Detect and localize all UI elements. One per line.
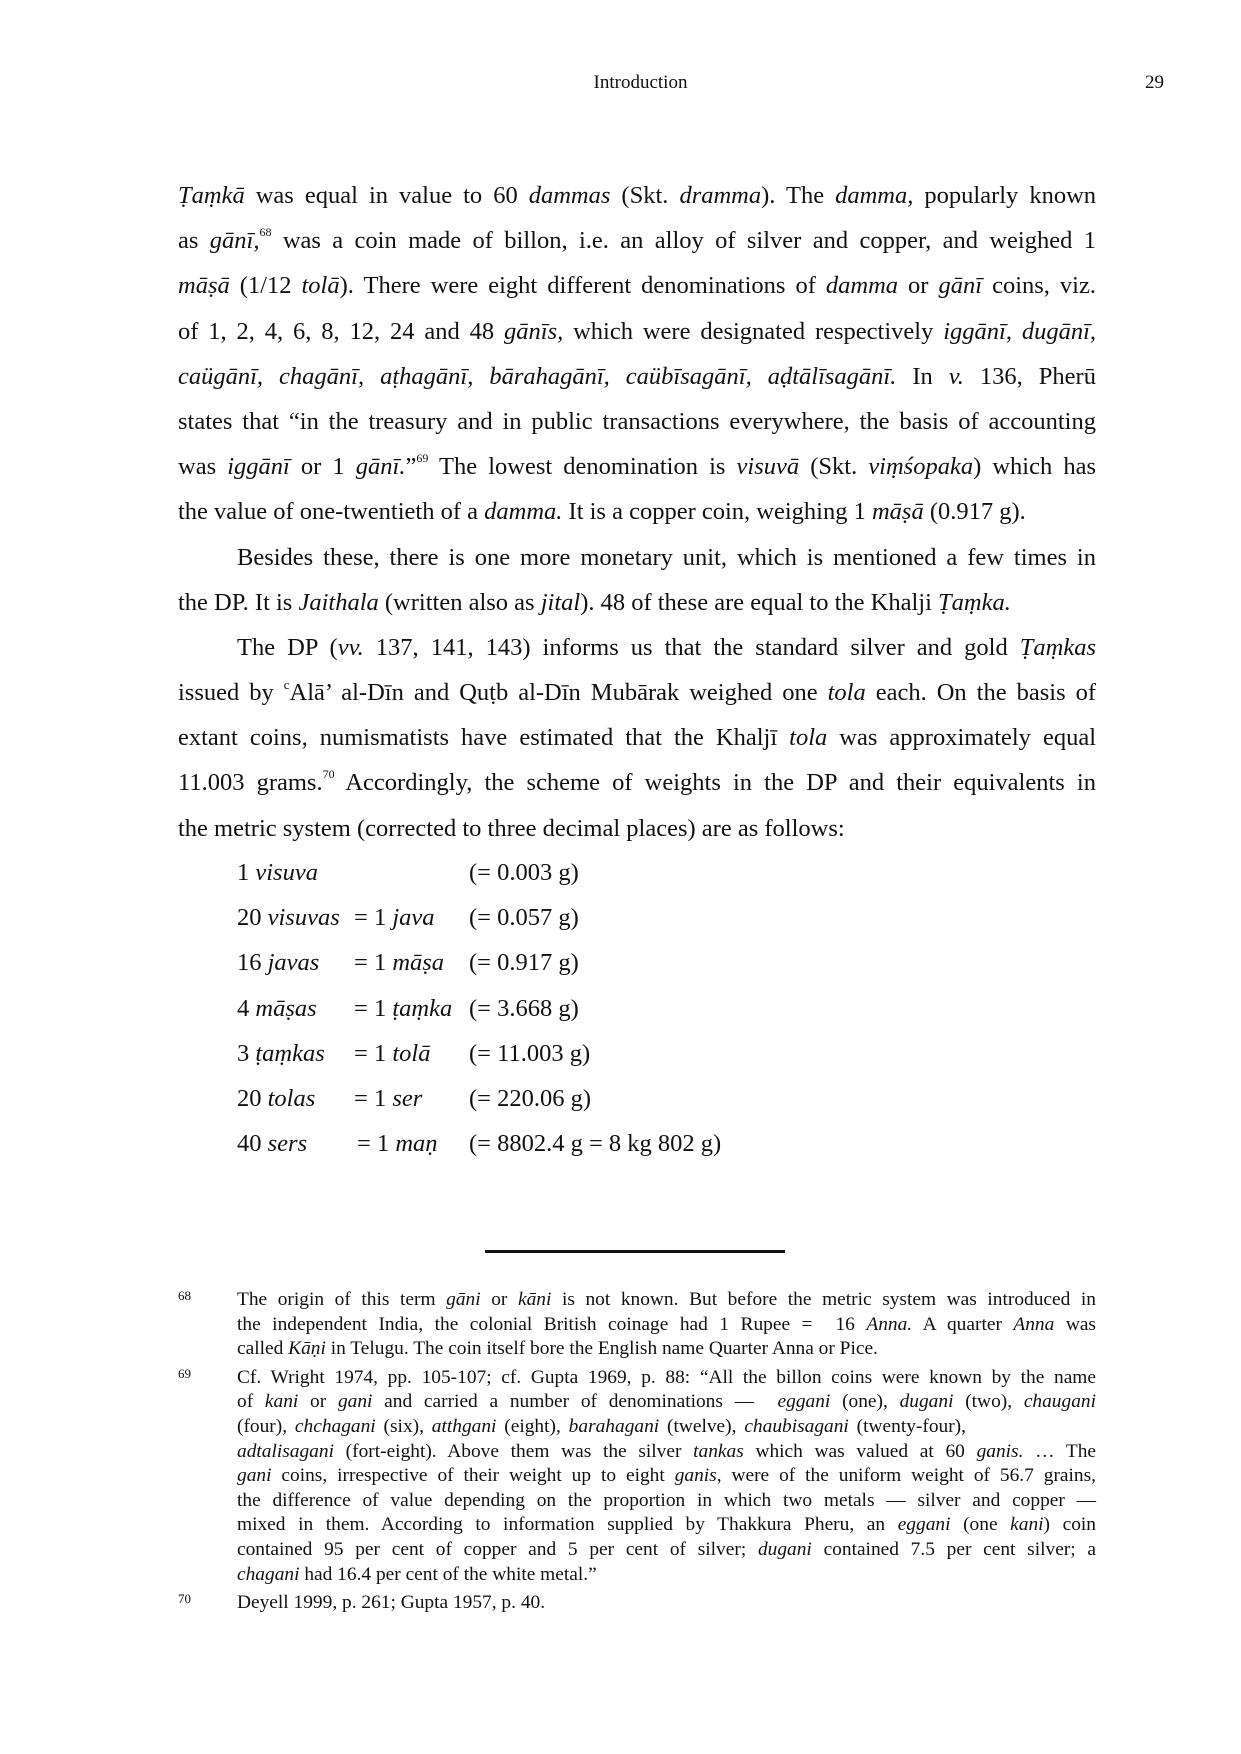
- term-list: caügānī, chagānī, aṭhagānī, bārahagānī, caübīsagānī, aḍtālīsagānī.: [178, 362, 897, 390]
- text: mixed in them. According to information supplied by Thakkura Pheru, an: [237, 1514, 898, 1536]
- footnote-line: [237, 1563, 1096, 1588]
- weights-row: [237, 1121, 721, 1166]
- term: vv.: [337, 633, 364, 661]
- text: (four),: [237, 1415, 295, 1437]
- term: dammas: [528, 182, 611, 209]
- footnote-ref[interactable]: 70: [322, 767, 335, 782]
- footnote-line: [237, 1513, 1096, 1538]
- footnote-line: [237, 1440, 1096, 1465]
- text: called: [237, 1338, 289, 1360]
- weights-row: [237, 850, 721, 895]
- text: (fort-eight). Above them was the silver: [333, 1440, 694, 1462]
- term: viṃśopaka: [868, 453, 974, 481]
- text: the metric system (corrected to three decimal places) are as follows:: [178, 814, 845, 842]
- term: kani: [1010, 1514, 1044, 1536]
- text: 136, Pherū: [963, 362, 1096, 390]
- term: tola: [827, 679, 866, 707]
- text: the value of one-twentieth of a: [178, 498, 485, 526]
- text: which was valued at 60: [743, 1440, 977, 1462]
- unit: ṭaṃkas: [255, 1039, 325, 1067]
- body-line: [178, 625, 1096, 670]
- eq: = 1: [354, 1084, 387, 1112]
- qty: 16: [237, 949, 262, 977]
- term: Ṭaṃkas: [1019, 633, 1096, 661]
- footnote-line: [237, 1538, 1096, 1563]
- footnote-number: 70: [178, 1591, 191, 1607]
- footnotes: [178, 1288, 1096, 1620]
- text: The lowest denomination is: [428, 453, 737, 481]
- text: ) which has: [973, 453, 1096, 481]
- eq-unit: ṭaṃka: [392, 994, 453, 1022]
- term: v.: [948, 362, 964, 390]
- text: the DP. It is: [178, 588, 299, 616]
- term: chagani: [237, 1563, 300, 1585]
- unit: māṣas: [255, 994, 317, 1022]
- footnote-line: [237, 1337, 1096, 1362]
- text: (one),: [830, 1391, 900, 1413]
- term: chchagani: [294, 1415, 376, 1437]
- unit: sers: [267, 1130, 308, 1158]
- text: in Telugu. The coin itself bore the English name Quarter Anna or Pice.: [325, 1338, 878, 1360]
- footnote-line: [237, 1464, 1096, 1489]
- eq-unit: māṣa: [392, 949, 445, 977]
- eq: = 1: [354, 904, 387, 932]
- footnote: [178, 1591, 1096, 1616]
- text: , were of the uniform weight of 56.7 grains,: [716, 1465, 1096, 1487]
- text: and carried a number of denominations —: [372, 1391, 778, 1413]
- text: (twelve),: [659, 1415, 745, 1437]
- weights-row: [237, 986, 721, 1031]
- text: of 1, 2, 4, 6, 8, 12, 24 and 48: [178, 317, 505, 345]
- text: A quarter: [912, 1313, 1014, 1335]
- text: It is a copper coin, weighing 1: [562, 498, 872, 526]
- term: chaubisagani: [744, 1415, 849, 1437]
- text: (two),: [953, 1391, 1024, 1413]
- body-text: [178, 173, 1096, 851]
- body-line: [178, 715, 1096, 760]
- text: was approximately equal: [827, 724, 1097, 752]
- term: damma,: [835, 182, 914, 209]
- metric: (= 11.003 g): [469, 1039, 591, 1067]
- text: or 1: [289, 453, 356, 481]
- metric: (= 3.668 g): [469, 994, 579, 1022]
- text: as: [178, 227, 210, 255]
- text: the independent India, the colonial British coinage had 1 Rupee = 16: [237, 1313, 867, 1335]
- text: Cf. Wright 1974, pp. 105-107; cf. Gupta 1969, p. 88: “All the billon coins were known by the name: [237, 1366, 1096, 1388]
- body-line: [178, 309, 1096, 354]
- text: (six),: [375, 1415, 432, 1437]
- text: ”: [405, 453, 417, 481]
- term: barahagani: [568, 1415, 660, 1437]
- term: dramma: [679, 182, 762, 209]
- qty: 3: [237, 1039, 250, 1067]
- term: gānī: [938, 272, 983, 300]
- term: dugani: [899, 1391, 954, 1413]
- text: or: [298, 1391, 338, 1413]
- qty: 1: [237, 859, 250, 886]
- term: chaugani: [1023, 1391, 1096, 1413]
- term: Jaithala: [298, 588, 379, 616]
- footnote: [178, 1288, 1096, 1362]
- metric: (= 8802.4 g = 8 kg 802 g): [469, 1130, 722, 1158]
- text: ). The: [761, 182, 836, 209]
- eq: = 1: [354, 949, 387, 977]
- footnote-line: [237, 1288, 1096, 1313]
- text: or: [898, 272, 939, 300]
- term: Anna.: [866, 1313, 913, 1335]
- text: … The: [1023, 1440, 1097, 1462]
- text: each. On the basis of: [865, 679, 1097, 707]
- term: damma: [825, 272, 899, 300]
- footnote: [178, 1366, 1096, 1587]
- footnote-line: [237, 1313, 1096, 1338]
- body-line: [178, 218, 1096, 263]
- eq-unit: tolā: [392, 1039, 431, 1067]
- text: contained 95 per cent of copper and 5 per cent of silver;: [237, 1538, 758, 1560]
- text: Besides these, there is one more monetary unit, which is mentioned a few times in: [237, 543, 1096, 571]
- term: eggani: [897, 1514, 951, 1536]
- term: gāni: [446, 1289, 481, 1310]
- eq: = 1: [357, 1130, 390, 1158]
- text: states that “in the treasury and in public transactions everywhere, the basis of accounting: [178, 407, 1096, 435]
- text: issued by: [178, 679, 284, 707]
- text: or: [480, 1289, 518, 1310]
- eq: = 1: [354, 994, 387, 1022]
- text: 137, 141, 143) informs us that the standard silver and gold: [363, 633, 1020, 661]
- term: māṣā: [871, 498, 924, 526]
- text: (1/12: [229, 272, 302, 300]
- term: iggānī: [227, 453, 290, 481]
- body-line: [178, 670, 1096, 715]
- term: gani: [237, 1465, 272, 1487]
- text: 11.003 grams.: [178, 769, 323, 797]
- page-number: 29: [1145, 72, 1164, 93]
- metric: (= 0.003 g): [469, 859, 579, 886]
- text: was equal in value to 60: [244, 182, 529, 209]
- term: gani: [337, 1391, 373, 1413]
- text: (one: [950, 1514, 1011, 1536]
- unit: javas: [267, 949, 320, 977]
- unit: visuva: [255, 859, 318, 886]
- text: Alā’ al-Dīn and Quṭb al-Dīn Mubārak weighed one: [289, 679, 828, 707]
- eq-unit: java: [392, 904, 435, 932]
- body-line: [178, 580, 1096, 625]
- text: (written also as: [378, 588, 541, 616]
- text: of: [237, 1391, 265, 1413]
- footnote-ref[interactable]: 68: [259, 225, 272, 240]
- text: which were designated respectively: [563, 317, 944, 345]
- metric: (= 0.057 g): [469, 904, 579, 932]
- qty: 40: [237, 1130, 262, 1158]
- footnote-separator: [485, 1250, 785, 1253]
- weights-row: [237, 895, 721, 940]
- footnote-line: [237, 1591, 1096, 1616]
- metric: (= 0.917 g): [469, 949, 579, 977]
- qty: 20: [237, 1084, 262, 1112]
- text: popularly known: [913, 182, 1097, 209]
- footnote-line: [237, 1415, 1096, 1440]
- term: gānīs,: [504, 317, 564, 345]
- text: The DP (: [237, 633, 338, 661]
- ayn-mark: c: [283, 677, 290, 693]
- body-line: [178, 489, 1096, 534]
- term: Ṭaṃka.: [938, 588, 1011, 616]
- text: ) coin: [1043, 1514, 1096, 1536]
- body-line: [178, 354, 1096, 399]
- term: Kāṇi: [288, 1338, 326, 1360]
- term: Anna: [1013, 1313, 1055, 1335]
- footnote-line: [237, 1489, 1096, 1514]
- text: had 16.4 per cent of the white metal.”: [299, 1563, 597, 1585]
- text: extant coins, numismatists have estimated that the Khaljī: [178, 724, 790, 752]
- page-header: [0, 72, 1241, 102]
- text: (0.917 g).: [923, 498, 1026, 526]
- term: atthgani: [431, 1415, 497, 1437]
- body-line: [178, 760, 1096, 805]
- text: (Skt.: [799, 453, 869, 481]
- body-line: [178, 806, 1096, 851]
- term: jital: [540, 588, 581, 616]
- footnote-number: 68: [178, 1288, 191, 1303]
- footnote-number: 69: [178, 1365, 191, 1381]
- running-head: Introduction: [593, 72, 688, 93]
- term: eggani: [777, 1391, 831, 1413]
- term: damma.: [484, 498, 563, 526]
- text: is not known. But before the metric system was introduced in: [551, 1289, 1096, 1310]
- qty: 4: [237, 994, 250, 1022]
- eq-unit: ser: [392, 1084, 423, 1112]
- body-line: [178, 444, 1096, 489]
- unit: visuvas: [267, 904, 340, 932]
- text: was: [178, 453, 228, 481]
- eq: = 1: [354, 1039, 387, 1067]
- weights-table: [237, 850, 721, 1166]
- text: ). 48 of these are equal to the Khalji: [580, 588, 939, 616]
- text: (twenty-four),: [848, 1415, 966, 1437]
- term: tolā: [301, 272, 340, 300]
- footnote-ref[interactable]: 69: [416, 451, 429, 466]
- body-line: [178, 263, 1096, 308]
- text: Accordingly, the scheme of weights in the DP and their equivalents in: [334, 769, 1096, 797]
- term: iggānī, dugānī,: [943, 317, 1096, 345]
- term: tankas: [693, 1440, 744, 1462]
- text: (eight),: [496, 1415, 569, 1437]
- term: adtalisagani: [237, 1440, 334, 1462]
- text: coins, irrespective of their weight up to eight: [271, 1465, 675, 1487]
- term: gānī.: [355, 453, 406, 481]
- weights-row: [237, 1076, 721, 1121]
- term: gānī,: [209, 227, 260, 255]
- eq-unit: maṇ: [395, 1130, 438, 1158]
- term: Ṭaṃkā: [178, 182, 245, 209]
- text: In: [896, 362, 949, 390]
- body-line: [178, 535, 1096, 580]
- qty: 20: [237, 904, 262, 932]
- text: Deyell 1999, p. 261; Gupta 1957, p. 40.: [237, 1592, 546, 1614]
- term: kani: [264, 1391, 299, 1413]
- text: The origin of this term: [237, 1289, 447, 1310]
- body-line: [178, 173, 1096, 218]
- text: (Skt.: [610, 182, 680, 209]
- weights-row: [237, 940, 721, 985]
- text: was a coin made of billon, i.e. an alloy of silver and copper, and weighed 1: [271, 227, 1096, 255]
- text: ). There were eight different denominations of: [339, 272, 826, 300]
- unit: tolas: [267, 1084, 316, 1112]
- footnote-line: [237, 1366, 1096, 1391]
- text: the difference of value depending on the proportion in which two metals — silver and copper —: [237, 1489, 1096, 1511]
- text: contained 7.5 per cent silver; a: [811, 1538, 1096, 1560]
- term: tola: [789, 724, 828, 752]
- body-line: [178, 399, 1096, 444]
- footnote-line: [237, 1390, 1096, 1415]
- term: kāni: [517, 1289, 552, 1310]
- text: was: [1054, 1313, 1096, 1335]
- text: coins, viz.: [982, 272, 1096, 300]
- term: ganis.: [976, 1440, 1024, 1462]
- weights-row: [237, 1031, 721, 1076]
- term: dugani: [757, 1538, 812, 1560]
- metric: (= 220.06 g): [469, 1084, 592, 1112]
- term: māṣā: [178, 272, 230, 300]
- term: ganis: [674, 1465, 717, 1487]
- term: visuvā: [736, 453, 800, 481]
